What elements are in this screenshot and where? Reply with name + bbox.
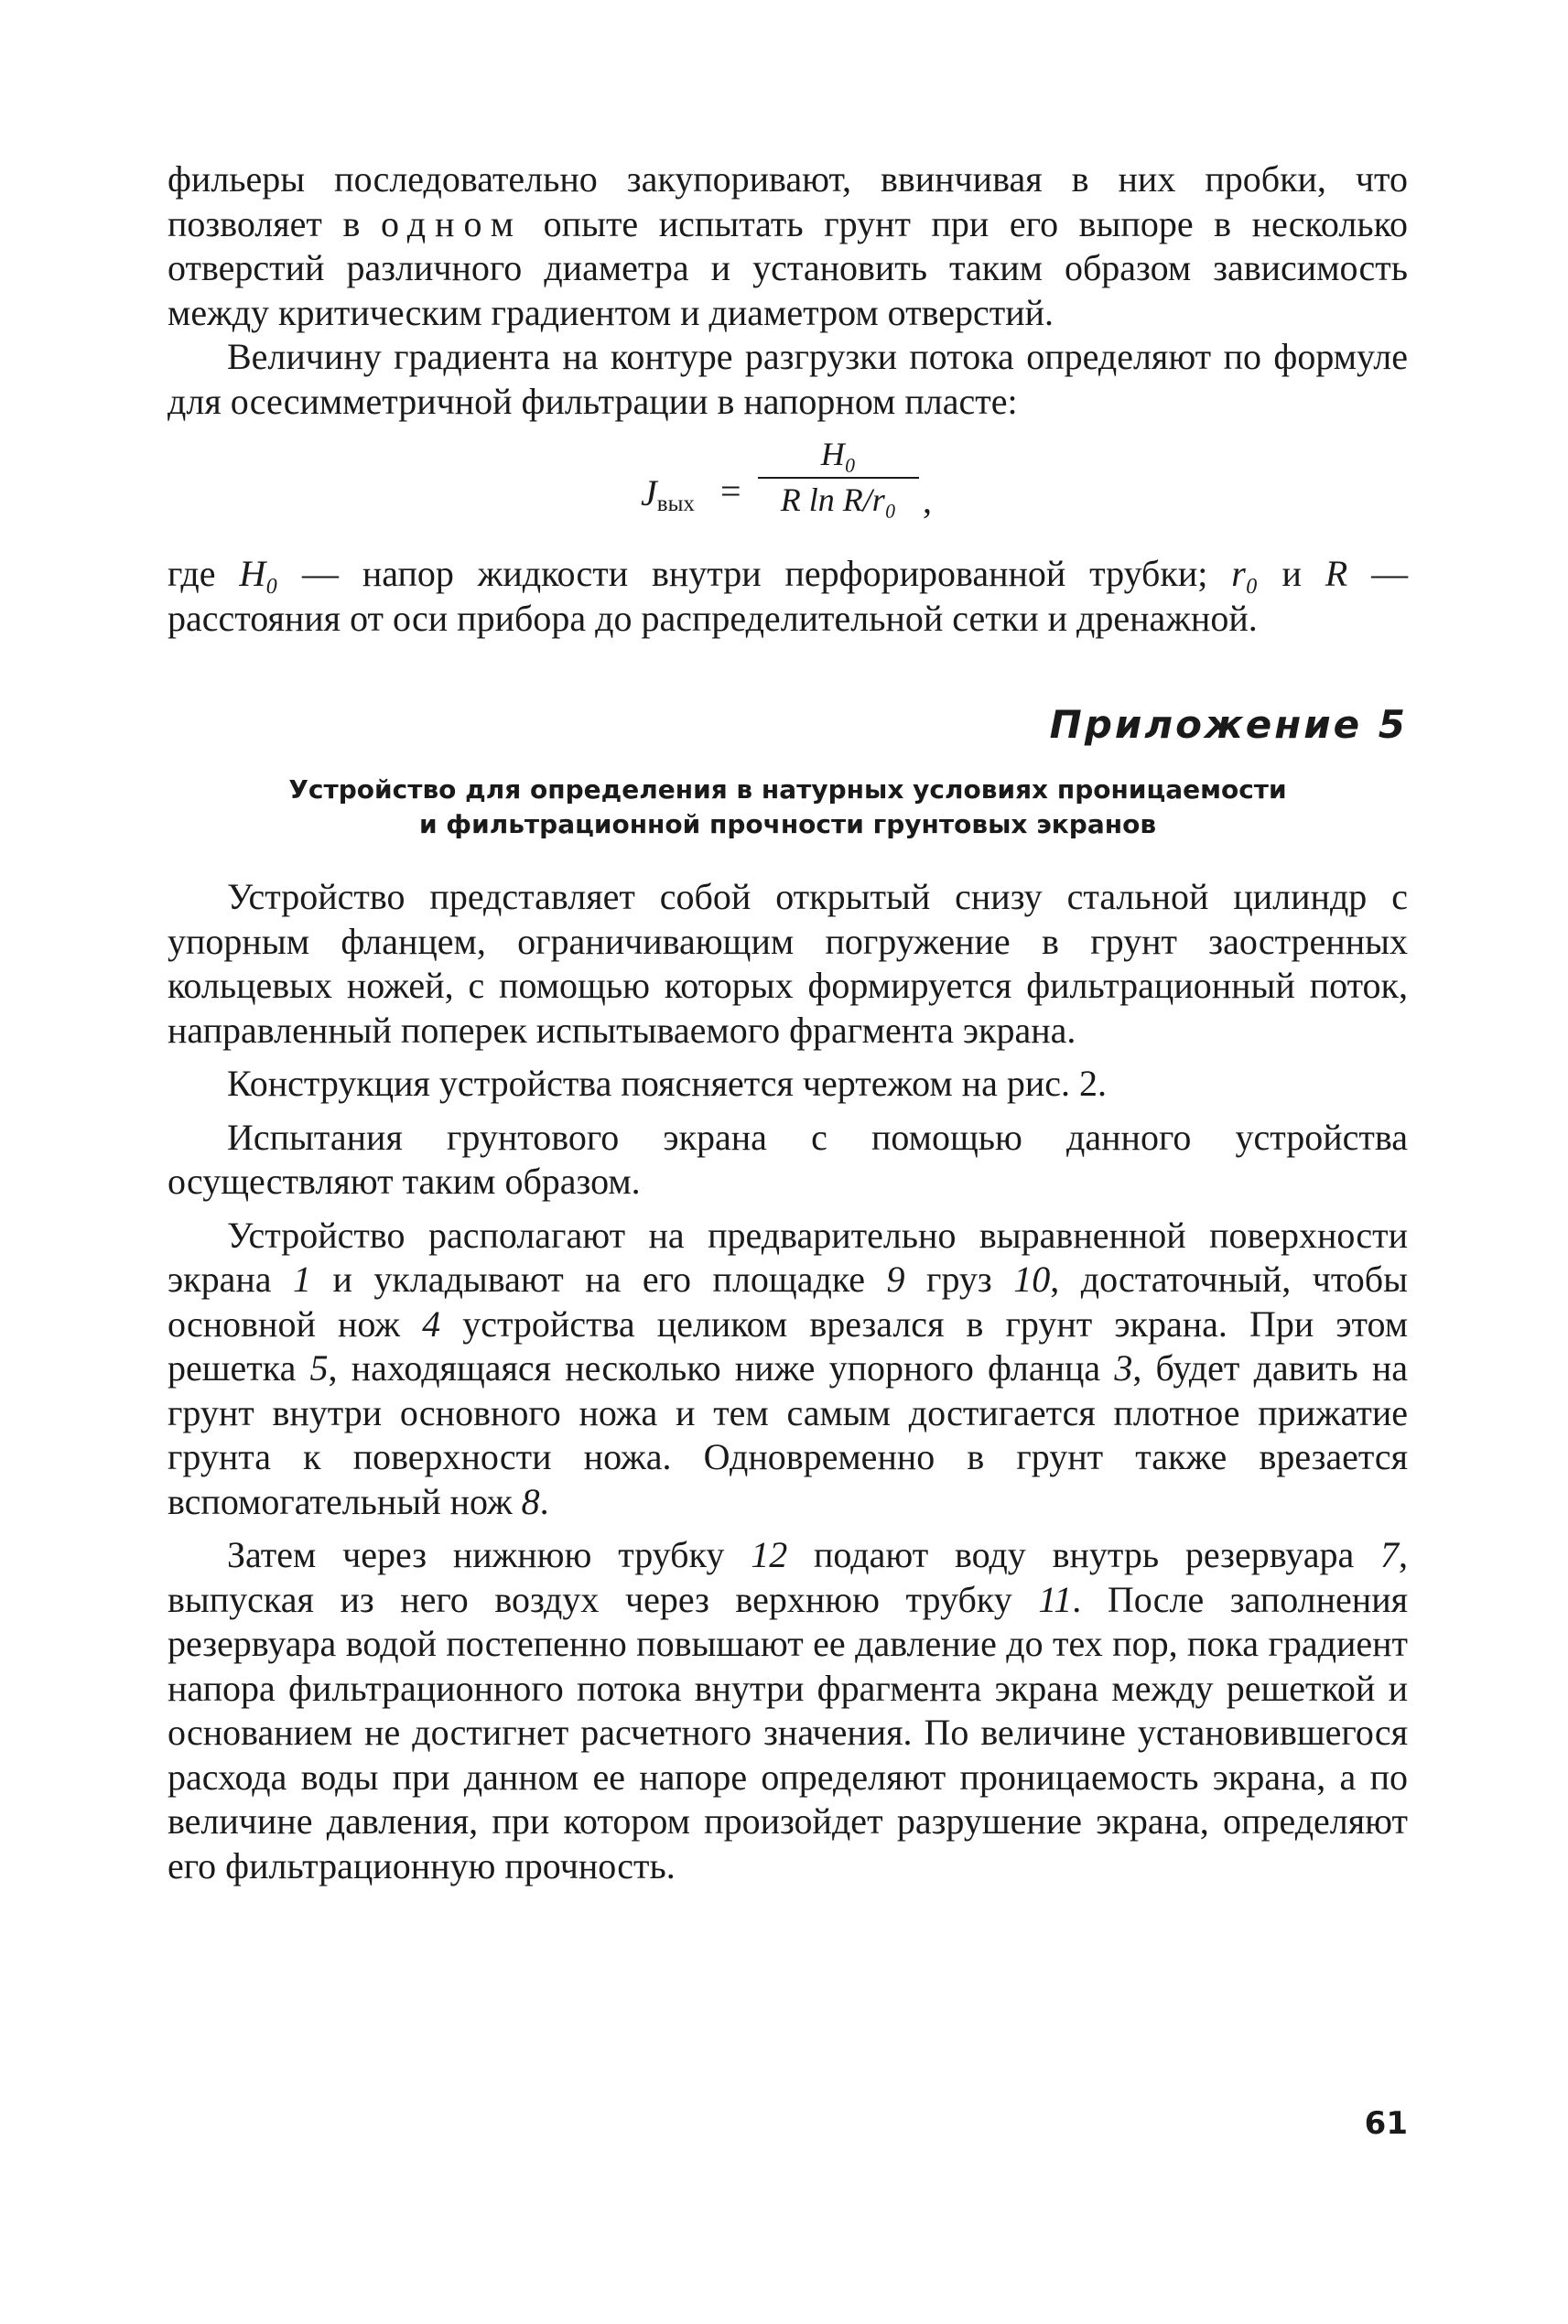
p3-text-b: — напор жидкости внутри перфорированной трубки;	[302, 553, 1208, 594]
formula-denominator: R ln R/r₀	[780, 481, 897, 518]
p8-text-2: подают воду внутрь резервуара	[814, 1534, 1355, 1575]
p8-text-1: Затем через нижнюю трубку	[227, 1534, 725, 1575]
p3-text-a: где	[168, 553, 216, 594]
ref-3: 3	[1114, 1347, 1133, 1389]
page-number: 61	[1364, 2105, 1408, 2142]
p8-text-4: . После заполнения резервуара водой постепенно повышают ее давление до тех пор, пока градиент напора фильтрационного потока внутри фрагмента экрана между решеткой и основанием не достигнет расчетного значения. По величине установившегося расхода воды при данном ее напоре определяют проницаемость экрана, а по величине давления, при котором произойдет разрушение экрана, определяют его фильтрационную прочность.	[168, 1578, 1409, 1886]
formula-lhs-subscript: вых	[656, 492, 695, 516]
symbol-h0: H₀	[239, 553, 279, 594]
ref-10: 10	[1013, 1259, 1051, 1300]
symbol-r0: r₀	[1231, 553, 1259, 594]
p3-text-d: — расстояния от оси прибора до распределительной сетки и дренажной.	[168, 553, 1409, 639]
p7-text-1: Устройство располагают на предварительно выравненной поверхности экрана	[168, 1214, 1408, 1300]
formula-comma: ,	[923, 480, 932, 521]
paragraph-7	[168, 1214, 1408, 1525]
formula-fraction	[758, 435, 919, 519]
p7-text-6: , находящаяся несколько ниже упорного фланца	[328, 1347, 1101, 1389]
symbol-r: R	[1325, 553, 1348, 594]
ref-5: 5	[309, 1347, 329, 1389]
paragraph-1-text: фильеры последовательно закупоривают, ввинчивая в них пробки, что позволяет в	[168, 158, 1408, 244]
formula-equals: =	[720, 470, 741, 512]
page-content	[168, 157, 1408, 1888]
p7-text-3: груз	[926, 1259, 992, 1300]
paragraph-8	[168, 1533, 1408, 1888]
paragraph-3	[168, 552, 1408, 641]
p7-text-2: и укладывают на его площадке	[332, 1259, 866, 1300]
subtitle-line-1: Устройство для определения в натурных условиях проницаемости	[288, 774, 1287, 805]
paragraph-2: Величину градиента на контуре разгрузки потока определяют по формуле для осесимметричной фильтрации в напорном пласте:	[168, 336, 1408, 422]
paragraph-6: Испытания грунтового экрана с помощью данного устройства осуществляют таким образом.	[168, 1116, 1408, 1202]
ref-7: 7	[1380, 1534, 1400, 1575]
paragraph-1	[168, 157, 1408, 335]
paragraph-1-emphasis: одном	[380, 202, 524, 244]
ref-9: 9	[886, 1259, 905, 1300]
paragraph-4: Устройство представляет собой открытый снизу стальной цилиндр с упорным фланцем, ограничивающим погружение в грунт заостренных кольцевых ножей, с помощью которых формируется фильтрационный поток, направленный поперек испытываемого фрагмента экрана.	[168, 876, 1408, 1051]
paragraph-5: Конструкция устройства поясняется чертежом на рис. 2.	[227, 1063, 1107, 1104]
p8-text-3: , выпуская из него воздух через верхнюю трубку	[168, 1534, 1409, 1620]
p7-text-8: .	[539, 1480, 549, 1522]
p7-text-4: , достаточный, чтобы основной нож	[168, 1259, 1409, 1345]
formula-lhs: $J_{вых}$	[641, 472, 695, 516]
subtitle-line-2: и фильтрационной прочности грунтовых экранов	[418, 809, 1157, 839]
ref-12: 12	[751, 1534, 788, 1575]
paragraph-1-text-rest: опыте испытать грунт при его выпоре в несколько отверстий различного диаметра и установить таким образом зависимость между критическим градиентом и диаметром отверстий.	[168, 202, 1409, 333]
p7-text-7: , будет давить на грунт внутри основного ножа и тем самым достигается плотное прижатие грунта к поверхности ножа. Одновременно в грунт также врезается вспомогательный нож	[168, 1347, 1409, 1522]
ref-8: 8	[521, 1480, 540, 1522]
ref-11: 11	[1038, 1578, 1073, 1620]
formula-numerator: H₀	[820, 436, 857, 472]
p7-text-5: устройства целиком врезался в грунт экрана. При этом решетка	[168, 1303, 1409, 1389]
ref-4: 4	[422, 1303, 441, 1345]
fraction-bar	[758, 477, 919, 479]
appendix-title: Приложение 5	[1049, 702, 1408, 747]
gradient-formula	[168, 435, 1408, 552]
ref-1: 1	[293, 1259, 312, 1300]
p3-text-c: и	[1281, 553, 1302, 594]
section-subtitle	[168, 773, 1408, 842]
